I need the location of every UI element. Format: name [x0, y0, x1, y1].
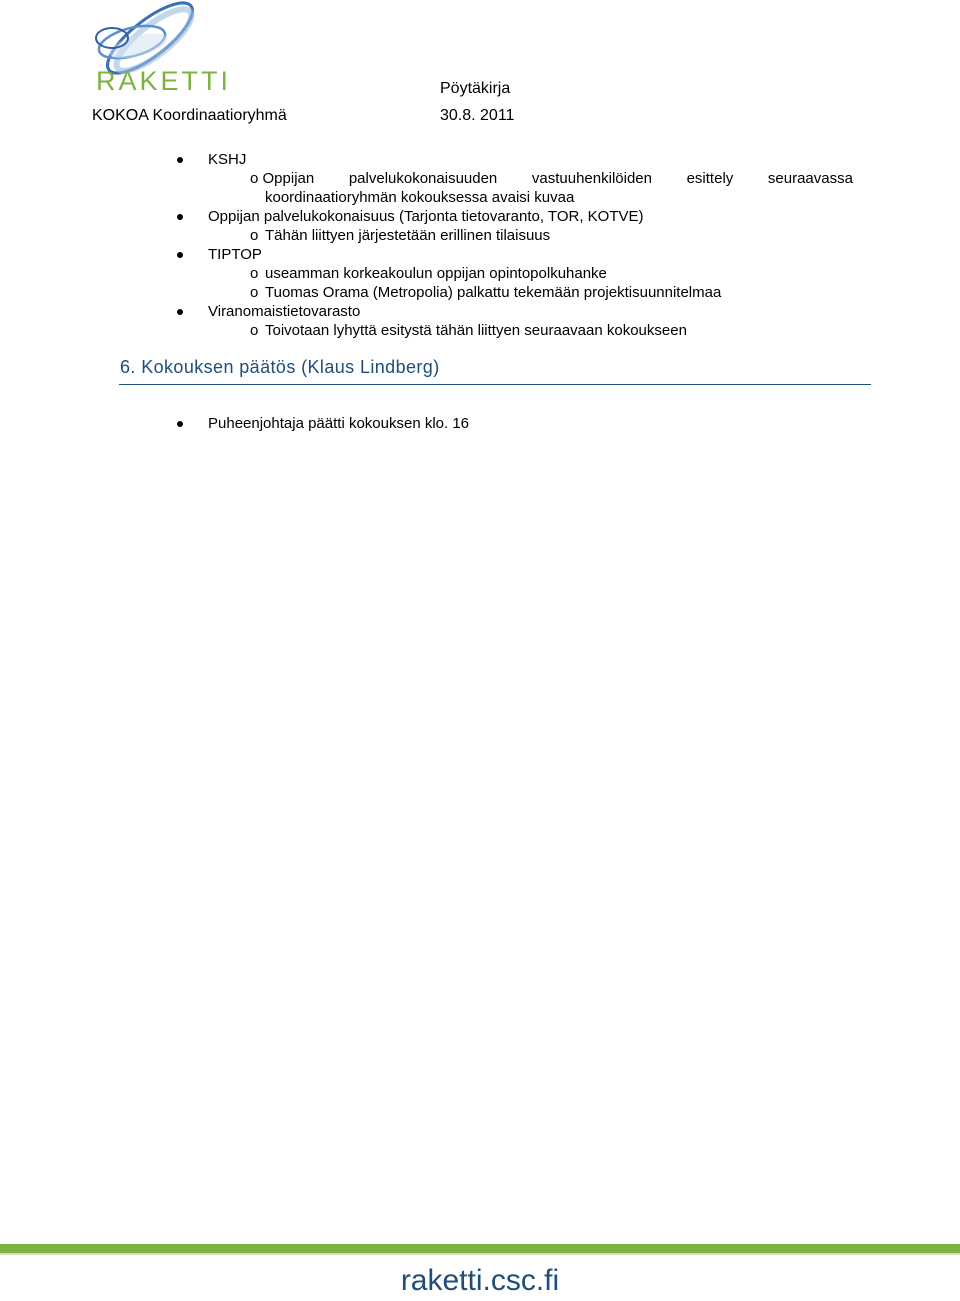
footer-accent-line [0, 1253, 960, 1255]
sub-item-text: Tähän liittyen järjestetään erillinen tilaisuus [265, 227, 551, 244]
word: vastuuhenkilöiden [531, 170, 652, 187]
sub-item-tiptop-1 [250, 264, 607, 283]
sub-item-tiptop-2 [250, 283, 721, 302]
sub-item-text: Toivotaan lyhyttä esitystä tähän liittyen seuraavaan kokoukseen [265, 322, 687, 339]
document-date: 30.8. 2011 [440, 107, 515, 124]
list-item-kshj: KSHJ [208, 151, 247, 168]
organization-name: KOKOA Koordinaatioryhmä [92, 107, 287, 124]
sub-item-oppijan-1 [250, 226, 550, 245]
bullet-marker [177, 309, 183, 315]
document-type: Pöytäkirja [440, 80, 511, 97]
bullet-marker [177, 214, 183, 220]
sub-item-kshj-1 [250, 169, 853, 188]
sub-bullet-marker: o [250, 284, 259, 301]
footer-green-bar [0, 1244, 960, 1253]
bullet-marker [177, 157, 183, 163]
sub-item-viranomais-1 [250, 321, 687, 340]
word: o Oppijan [250, 170, 315, 187]
footer-url: raketti.csc.fi [400, 1264, 560, 1297]
word: palvelukokonaisuuden [348, 170, 498, 187]
logo-text: RAKETTI [96, 66, 232, 96]
sub-bullet-marker: o [250, 265, 259, 282]
sub-item-text: useamman korkeakoulun oppijan opintopolkuhanke [265, 265, 607, 282]
list-item-viranomais: Viranomaistietovarasto [208, 303, 361, 320]
sub-item-text: Tuomas Orama (Metropolia) palkattu tekemään projektisuunnitelmaa [265, 284, 722, 301]
list-item-closing: Puheenjohtaja päätti kokouksen klo. 16 [208, 415, 470, 432]
bullet-marker [177, 252, 183, 258]
list-item-oppijan: Oppijan palvelukokonaisuus (Tarjonta tietovaranto, TOR, KOTVE) [208, 208, 644, 225]
raketti-logo [88, 0, 258, 100]
sub-bullet-marker: o [250, 227, 259, 244]
list-item-tiptop: TIPTOP [208, 246, 262, 263]
section-heading: 6. Kokouksen päätös (Klaus Lindberg) [120, 357, 440, 377]
sub-bullet-marker: o [250, 322, 259, 339]
section-divider [119, 384, 871, 385]
word: esittely [686, 170, 734, 187]
bullet-marker [177, 421, 183, 427]
word: seuraavassa [767, 170, 853, 187]
sub-item-kshj-1-continuation: koordinaatioryhmän kokouksessa avaisi kuvaa [265, 189, 575, 206]
